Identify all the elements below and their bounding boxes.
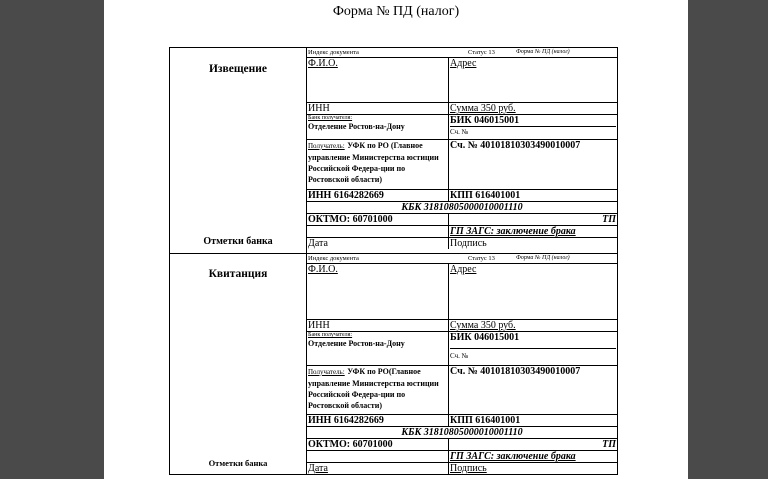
receipt-signature-field[interactable]: Подпись — [450, 463, 487, 474]
notice-sign-row — [307, 238, 617, 249]
notice-recipient-row — [307, 140, 617, 190]
notice-block — [170, 48, 617, 254]
notice-bank-name: Отделение Ростов-на-Дону — [308, 122, 405, 131]
receipt-account: Сч. № 40101810303490010007 — [450, 366, 581, 377]
notice-kbk: КБК 31810805000010001110 — [401, 202, 523, 213]
notice-amount: Сумма 350 руб. — [450, 103, 516, 114]
notice-bank-label: Банк получателя: — [308, 115, 353, 121]
receipt-bik-cell — [449, 332, 617, 365]
notice-recipient-text: УФК по РО (Главное управление Министерства юстиции Российской Федера-ции по Ростовской области) — [308, 141, 439, 184]
receipt-bank-cell — [307, 332, 449, 365]
receipt-kbk-row — [307, 427, 617, 439]
notice-corr-account: Сч. № — [450, 126, 616, 138]
notice-bank-marks: Отметки банка — [203, 236, 273, 247]
notice-date-field[interactable]: Дата — [307, 238, 449, 249]
notice-signature-field[interactable]: Подпись — [450, 238, 487, 249]
receipt-status-label: Статус 13 — [468, 255, 495, 262]
receipt-fio-field[interactable]: Ф.И.О. — [307, 264, 449, 319]
notice-rows — [307, 48, 617, 249]
notice-bank-row — [307, 115, 617, 140]
receipt-bank-row — [307, 332, 617, 366]
notice-inn-field[interactable]: ИНН — [307, 103, 449, 114]
receipt-bik: БИК 046015001 — [450, 332, 520, 343]
receipt-title: Квитанция — [208, 268, 268, 280]
receipt-purpose-row — [307, 451, 617, 463]
notice-oktmo-row — [307, 214, 617, 226]
receipt-recipient-cell — [307, 366, 449, 414]
receipt-purpose: ГП ЗАГС: заключение брака — [450, 451, 576, 462]
receipt-block — [170, 254, 617, 474]
receipt-inn-kpp-row — [307, 415, 617, 427]
receipt-bank-label: Банк получателя: — [308, 332, 353, 338]
notice-recipient-cell — [307, 140, 449, 189]
receipt-fio-row — [307, 264, 617, 320]
payment-form — [169, 47, 618, 475]
notice-purpose-row — [307, 226, 617, 238]
notice-purpose: ГП ЗАГС: заключение брака — [450, 226, 576, 237]
notice-fio-row — [307, 58, 617, 103]
document-page — [104, 0, 688, 479]
receipt-kbk: КБК 31810805000010001110 — [401, 427, 523, 438]
receipt-oktmo-row — [307, 439, 617, 451]
receipt-address-field[interactable]: Адрес — [450, 264, 477, 275]
viewer-right-margin — [688, 0, 768, 479]
notice-title: Извещение — [208, 63, 268, 75]
receipt-corr-account: Сч. № — [450, 348, 616, 362]
notice-address-field[interactable]: Адрес — [450, 58, 477, 69]
receipt-recipient-text: УФК по РО(Главное управление Министерства юстиции Российской Федера-ции по Ростовской области) — [308, 367, 439, 410]
receipt-bank-marks: Отметки банка — [208, 458, 268, 468]
receipt-date-field[interactable]: Дата — [307, 463, 449, 474]
receipt-side-column — [170, 254, 307, 474]
notice-account: Сч. № 40101810303490010007 — [450, 140, 581, 151]
receipt-inn-value: ИНН 6164282669 — [307, 415, 449, 426]
notice-inn-value: ИНН 6164282669 — [307, 190, 449, 201]
form-label: Форма № ПД (налог) — [516, 49, 570, 55]
notice-fio-field[interactable]: Ф.И.О. — [307, 58, 449, 102]
receipt-index-label: Индекс документа — [308, 255, 359, 262]
receipt-tp: ТП — [602, 439, 616, 450]
notice-oktmo: ОКТМО: 60701000 — [307, 214, 449, 225]
receipt-purpose-blank — [307, 451, 449, 462]
receipt-oktmo: ОКТМО: 60701000 — [307, 439, 449, 450]
index-label: Индекс документа — [308, 49, 359, 56]
status-label: Статус 13 — [468, 49, 495, 56]
notice-side-column — [170, 48, 307, 253]
receipt-inn-row — [307, 320, 617, 332]
notice-bik: БИК 046015001 — [450, 115, 520, 126]
notice-kpp-value: КПП 616401001 — [450, 190, 521, 201]
receipt-form-label: Форма № ПД (налог) — [516, 255, 570, 261]
notice-inn-row — [307, 103, 617, 115]
viewer-left-margin — [0, 0, 104, 479]
receipt-recipient-row — [307, 366, 617, 415]
notice-bik-cell — [449, 115, 617, 139]
notice-tp: ТП — [602, 214, 616, 225]
notice-inn-kpp-row — [307, 190, 617, 202]
receipt-sign-row — [307, 463, 617, 474]
notice-bank-cell — [307, 115, 449, 139]
notice-header-row — [307, 48, 617, 58]
receipt-header-row — [307, 254, 617, 264]
page-title: Форма № ПД (налог) — [332, 4, 460, 19]
receipt-recipient-label: Получатель: — [308, 368, 345, 376]
receipt-bank-name: Отделение Ростов-на-Дону — [308, 339, 405, 348]
notice-recipient-label: Получатель: — [308, 142, 345, 150]
receipt-rows — [307, 254, 617, 474]
receipt-kpp-value: КПП 616401001 — [450, 415, 521, 426]
notice-purpose-blank — [307, 226, 449, 237]
notice-kbk-row — [307, 202, 617, 214]
receipt-inn-field[interactable]: ИНН — [307, 320, 449, 331]
receipt-amount: Сумма 350 руб. — [450, 320, 516, 331]
